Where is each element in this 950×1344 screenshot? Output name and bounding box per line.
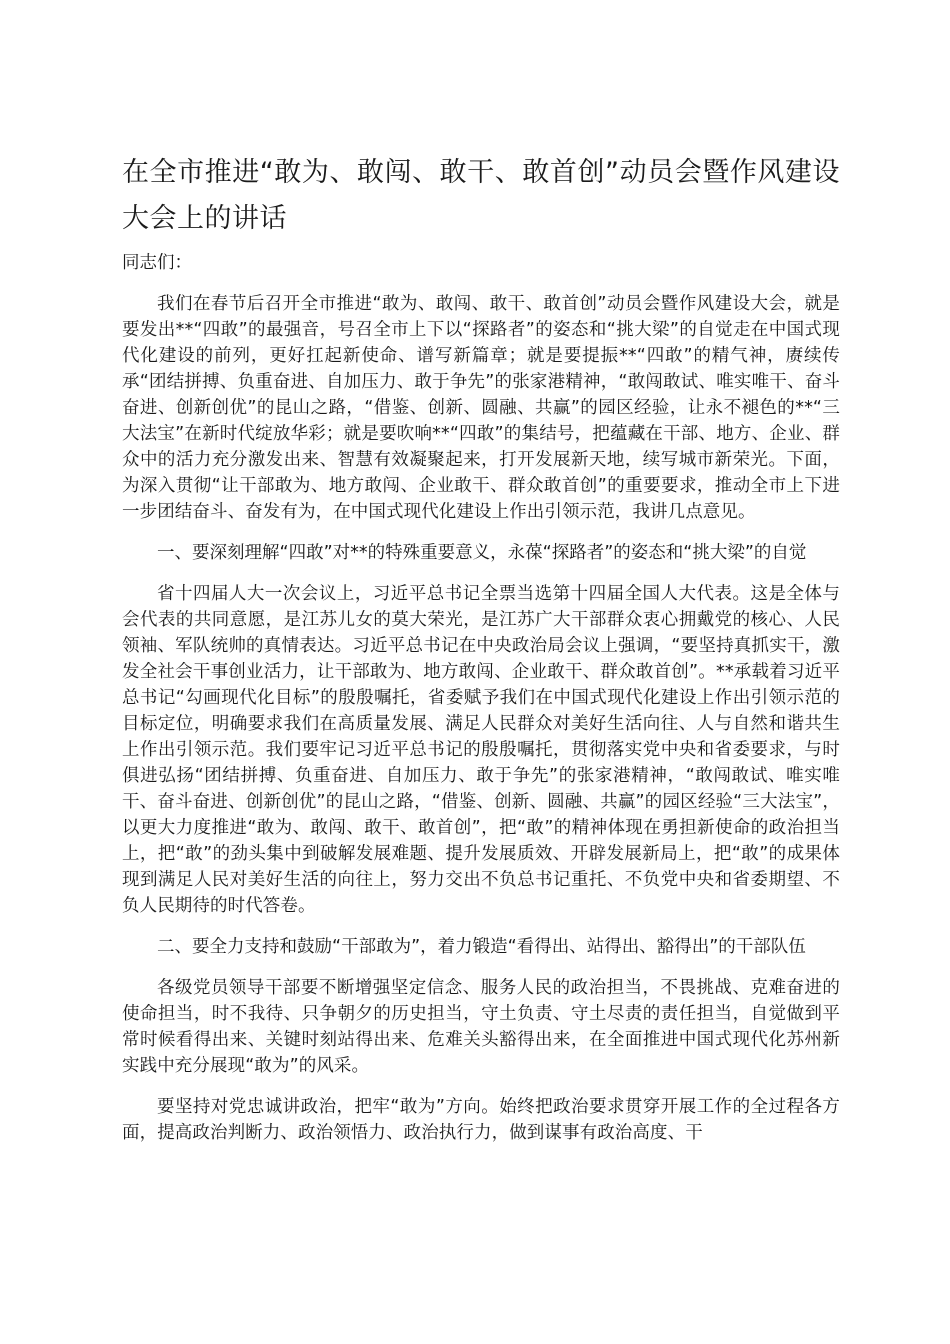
salutation: 同志们： xyxy=(122,253,192,273)
document-body xyxy=(122,291,840,1146)
body-paragraph: 我们在春节后召开全市推进“敢为、敢闯、敢干、敢首创”动员会暨作风建设大会，就是要发出**“四敢”的最强音，号召全市上下以“探路者”的姿态和“挑大梁”的自觉走在中国式现代化建设的前列，更好扛起新使命、谱写新篇章；就是要提振**“四敢”的精气神，赓续传承“团结拼搏、负重奋进、自加压力、敢于争先”的张家港精神，“敢闯敢试、唯实唯干、奋斗奋进、创新创优”的昆山之路，“借鉴、创新、圆融、共赢”的园区经验，让永不褪色的**“三大法宝”在新时代绽放华彩；就是要吹响**“四敢”的集结号，把蕴藏在干部、地方、企业、群众中的活力充分激发出来、智慧有效凝聚起来，打开发展新天地，续写城市新荣光。下面，为深入贯彻“让干部敢为、地方敢闯、企业敢干、群众敢首创”的重要要求，推动全市上下进一步团结奋斗、奋发有为，在中国式现代化建设上作出引领示范，我讲几点意见。 xyxy=(122,294,840,522)
document-page xyxy=(122,150,840,1161)
body-paragraph: 各级党员领导干部要不断增强坚定信念、服务人民的政治担当，不畏挑战、克难奋进的使命担当，时不我待、只争朝夕的历史担当，守土负责、守土尽责的责任担当，自觉做到平常时候看得出来、关键时刻站得出来、危难关头豁得出来，在全面推进中国式现代化苏州新实践中充分展现“敢为”的风采。 xyxy=(122,978,840,1076)
document-title: 在全市推进“敢为、敢闯、敢干、敢首创”动员会暨作风建设大会上的讲话 xyxy=(122,157,840,234)
section-heading: 二、要全力支持和鼓励“干部敢为”，着力锻造“看得出、站得出、豁得出”的干部队伍 xyxy=(157,937,806,957)
body-paragraph: 省十四届人大一次会议上，习近平总书记全票当选第十四届全国人大代表。这是全体与会代表的共同意愿，是江苏儿女的莫大荣光，是江苏广大干部群众衷心拥戴党的核心、人民领袖、军队统帅的真情表达。习近平总书记在中央政治局会议上强调，“要坚持真抓实干，激发全社会干事创业活力，让干部敢为、地方敢闯、企业敢干、群众敢首创”。**承载着习近平总书记“勾画现代化目标”的殷殷嘱托，省委赋予我们在中国式现代化建设上作出引领示范的目标定位，明确要求我们在高质量发展、满足人民群众对美好生活向往、人与自然和谐共生上作出引领示范。我们要牢记习近平总书记的殷殷嘱托，贯彻落实党中央和省委要求，与时俱进弘扬“团结拼搏、负重奋进、自加压力、敢于争先”的张家港精神，“敢闯敢试、唯实唯干、奋斗奋进、创新创优”的昆山之路，“借鉴、创新、圆融、共赢”的园区经验“三大法宝”，以更大力度推进“敢为、敢闯、敢干、敢首创”，把“敢”的精神体现在勇担新使命的政治担当上，把“敢”的劲头集中到破解发展难题、提升发展质效、开辟发展新局上，把“敢”的成果体现到满足人民对美好生活的向往上，努力交出不负总书记重托、不负党中央和省委期望、不负人民期待的时代答卷。 xyxy=(122,584,840,916)
section-heading: 一、要深刻理解“四敢”对**的特殊重要意义，永葆“探路者”的姿态和“挑大梁”的自觉 xyxy=(157,543,807,563)
body-paragraph: 要坚持对党忠诚讲政治，把牢“敢为”方向。始终把政治要求贯穿开展工作的全过程各方面，提高政治判断力、政治领悟力、政治执行力，做到谋事有政治高度、干 xyxy=(122,1097,840,1143)
